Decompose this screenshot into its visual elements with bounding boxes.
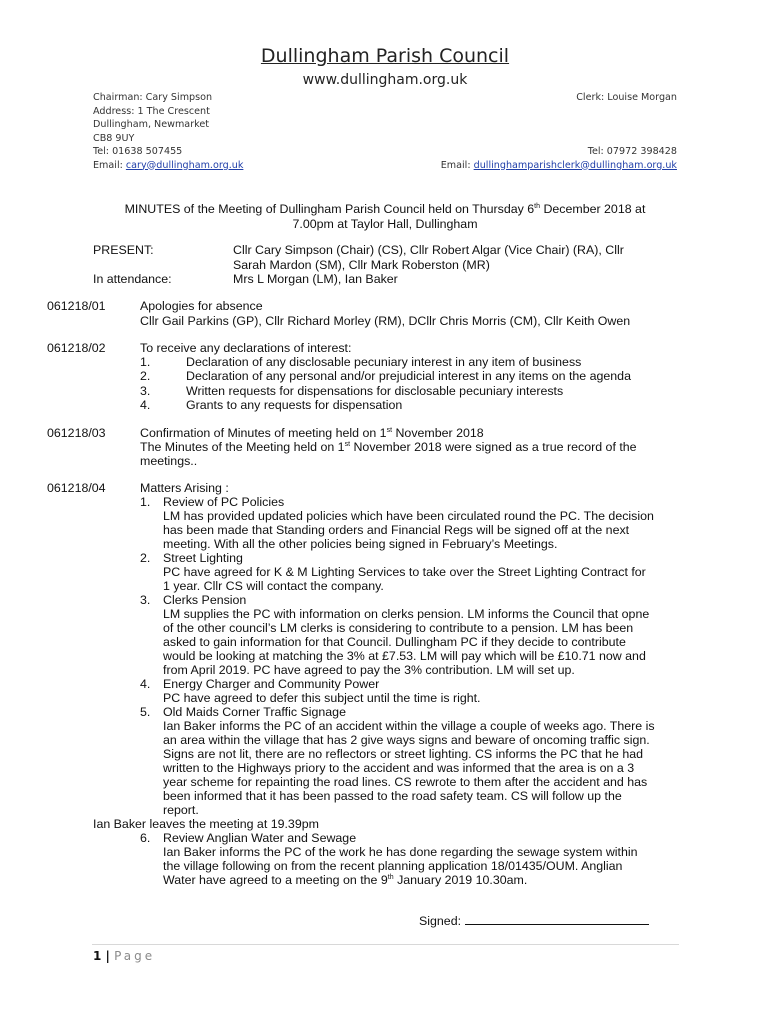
- sub-item-text: year scheme for repainting the road lines. CS rewrote to them after the accident and has: [163, 775, 648, 789]
- present-list-line-2: Sarah Mardon (SM), Cllr Mark Roberston (MR): [233, 258, 490, 272]
- departure-note: Ian Baker leaves the meeting at 19.39pm: [93, 817, 319, 831]
- clerk-contact-name-block: [576, 91, 677, 105]
- list-item-text: Declaration of any disclosable pecuniary interest in any item of business: [186, 355, 582, 369]
- sub-item-text: would be looking at matching the 3% at £7.53. LM will pay which will be £10.71 now and: [163, 649, 646, 663]
- chairman-email-row: [93, 159, 243, 173]
- chairman-telephone: Tel: 01638 507455: [93, 146, 183, 157]
- item-line-3: meetings..: [140, 454, 198, 468]
- item-line-2: [140, 440, 637, 454]
- list-item-num: 3.: [140, 384, 151, 398]
- sub-item-text: meeting. With all the other policies being signed in February’s Meetings.: [163, 537, 558, 551]
- sub-item-text: has been made that Standing orders and Financial Regs will be signed off at the next: [163, 523, 630, 537]
- sub-item-text: been informed that it has been passed to the road safety team. CS will follow up the: [163, 789, 622, 803]
- sub-item-num: 4.: [140, 677, 151, 691]
- item-ref: 061218/02: [47, 341, 106, 355]
- clerk-name: Clerk: Louise Morgan: [576, 92, 677, 103]
- item-title: Apologies for absence: [140, 299, 263, 313]
- address-line-2: Dullingham, Newmarket: [93, 119, 210, 130]
- signed-label: Signed:: [419, 914, 462, 928]
- sub-item-text: Signs are not lit, there are no reflectors or street lighting. CS informs the PC that he had: [163, 747, 644, 761]
- sub-item-num: 1.: [140, 495, 151, 509]
- sub-item-num: 5.: [140, 705, 151, 719]
- list-item-text: Declaration of any personal and/or prejudicial interest in any items on the agenda: [186, 369, 631, 383]
- in-attendance-value: Mrs L Morgan (LM), Ian Baker: [233, 272, 398, 286]
- signature-line[interactable]: [465, 914, 649, 925]
- item-body: Cllr Gail Parkins (GP), Cllr Richard Morley (RM), DCllr Chris Morris (CM), Cllr Keith Owen: [140, 314, 631, 328]
- list-item-num: 1.: [140, 355, 151, 369]
- address-line-1: Address: 1 The Crescent: [93, 105, 210, 117]
- council-website: www.dullingham.org.uk: [302, 72, 468, 88]
- sub-item-num: 3.: [140, 593, 151, 607]
- minutes-heading-line-2: 7.00pm at Taylor Hall, Dullingham: [292, 217, 478, 231]
- sub-item-text: asked to gain information for that Council. Dullingham PC if they decide to contribute: [163, 635, 626, 649]
- sub-item-text-cont: January 2019 10.30am.: [393, 873, 528, 887]
- list-item-num: 4.: [140, 398, 151, 412]
- sub-item-text: from April 2019. PC have agreed to pay the 3% contribution. LM will set up.: [163, 663, 575, 677]
- clerk-email-row: [441, 159, 677, 173]
- in-attendance-label: In attendance:: [93, 272, 172, 286]
- sub-item-text: report.: [163, 803, 199, 817]
- sub-item-text: LM has provided updated policies which have been circulated round the PC. The decision: [163, 509, 654, 523]
- clerk-contact-block: [441, 145, 677, 172]
- item-title: To receive any declarations of interest:: [140, 341, 352, 355]
- footer-divider: [92, 944, 679, 945]
- clerk-email-label: Email:: [440, 159, 474, 171]
- signature-block: [419, 914, 649, 928]
- ordinal-suffix: th: [534, 203, 540, 210]
- item-ref: 061218/04: [47, 481, 106, 495]
- minutes-heading: [0, 202, 770, 232]
- sub-item-text: PC have agreed to defer this subject until the time is right.: [163, 691, 481, 705]
- ordinal-suffix: st: [386, 427, 393, 434]
- page-number: 1: [93, 949, 102, 963]
- item-text: The Minutes of the Meeting held on 1: [140, 440, 345, 454]
- sub-item-text: Water have agreed to a meeting on the 9: [163, 873, 388, 887]
- sub-item-title: Clerks Pension: [163, 593, 247, 607]
- sub-item-title: Review of PC Policies: [163, 495, 285, 509]
- chairman-contact-block: [93, 91, 243, 172]
- clerk-telephone: Tel: 07972 398428: [587, 146, 677, 157]
- page-footer: [93, 949, 155, 963]
- list-item-text: Grants to any requests for dispensation: [186, 398, 403, 412]
- sub-item-text: the village following on from the recent planning application 18/01435/OUM. Anglian: [163, 859, 623, 873]
- present-label: PRESENT:: [93, 243, 154, 257]
- sub-item-num: 6.: [140, 831, 151, 845]
- sub-item-text: of the other council’s LM clerks is considering to contribute to a pension. LM has been: [163, 621, 634, 635]
- item-text-cont: November 2018: [392, 426, 484, 440]
- footer-separator: |: [101, 949, 115, 963]
- sub-item-text: PC have agreed for K & M Lighting Services to take over the Street Lighting Contract for: [163, 565, 646, 579]
- sub-item-title: Old Maids Corner Traffic Signage: [163, 705, 346, 719]
- present-list-line-1: Cllr Cary Simpson (Chair) (CS), Cllr Robert Algar (Vice Chair) (RA), Cllr: [233, 243, 624, 257]
- clerk-email-link[interactable]: dullinghamparishclerk@dullingham.org.uk: [473, 159, 677, 171]
- postcode: CB8 9UY: [93, 132, 135, 144]
- sub-item-text: Ian Baker informs the PC of an accident within the village a couple of weeks ago. There is: [163, 719, 655, 733]
- item-line-1: [140, 426, 484, 440]
- sub-item-text: written to the Highways priory to the accident and was informed that the area is on a 3: [163, 761, 635, 775]
- sub-item-text: 1 year. Cllr CS will contact the company.: [163, 579, 384, 593]
- ordinal-suffix: st: [344, 441, 351, 448]
- sub-item-title: Street Lighting: [163, 551, 243, 565]
- chairman-email-label: Email:: [93, 159, 126, 171]
- list-item-text: Written requests for dispensations for disclosable pecuniary interests: [186, 384, 564, 398]
- item-ref: 061218/03: [47, 426, 106, 440]
- sub-item-text-last: [163, 873, 527, 887]
- sub-item-text: Ian Baker informs the PC of the work he has done regarding the sewage system within: [163, 845, 638, 859]
- minutes-heading-text: MINUTES of the Meeting of Dullingham Parish Council held on Thursday 6: [124, 202, 535, 216]
- item-text: Confirmation of Minutes of meeting held on 1: [140, 426, 387, 440]
- list-item-num: 2.: [140, 369, 151, 383]
- chairman-email-link[interactable]: cary@dullingham.org.uk: [125, 159, 244, 171]
- item-title: Matters Arising :: [140, 481, 229, 495]
- item-text-cont: November 2018 were signed as a true record of the: [350, 440, 637, 454]
- sub-item-title: Review Anglian Water and Sewage: [163, 831, 357, 845]
- sub-item-text: an area within the village that has 2 give ways signs and beware of oncoming traffic sign.: [163, 733, 650, 747]
- sub-item-num: 2.: [140, 551, 151, 565]
- minutes-heading-text-cont: December 2018 at: [540, 202, 646, 216]
- chairman-name: Chairman: Cary Simpson: [93, 92, 213, 103]
- sub-item-title: Energy Charger and Community Power: [163, 677, 380, 691]
- sub-item-text: LM supplies the PC with information on clerks pension. LM informs the Council that opne: [163, 607, 650, 621]
- ordinal-suffix: th: [387, 874, 394, 881]
- page-word: Page: [114, 949, 156, 963]
- item-ref: 061218/01: [47, 299, 106, 313]
- council-title: Dullingham Parish Council: [260, 45, 510, 67]
- minutes-heading-line-1: [0, 202, 770, 217]
